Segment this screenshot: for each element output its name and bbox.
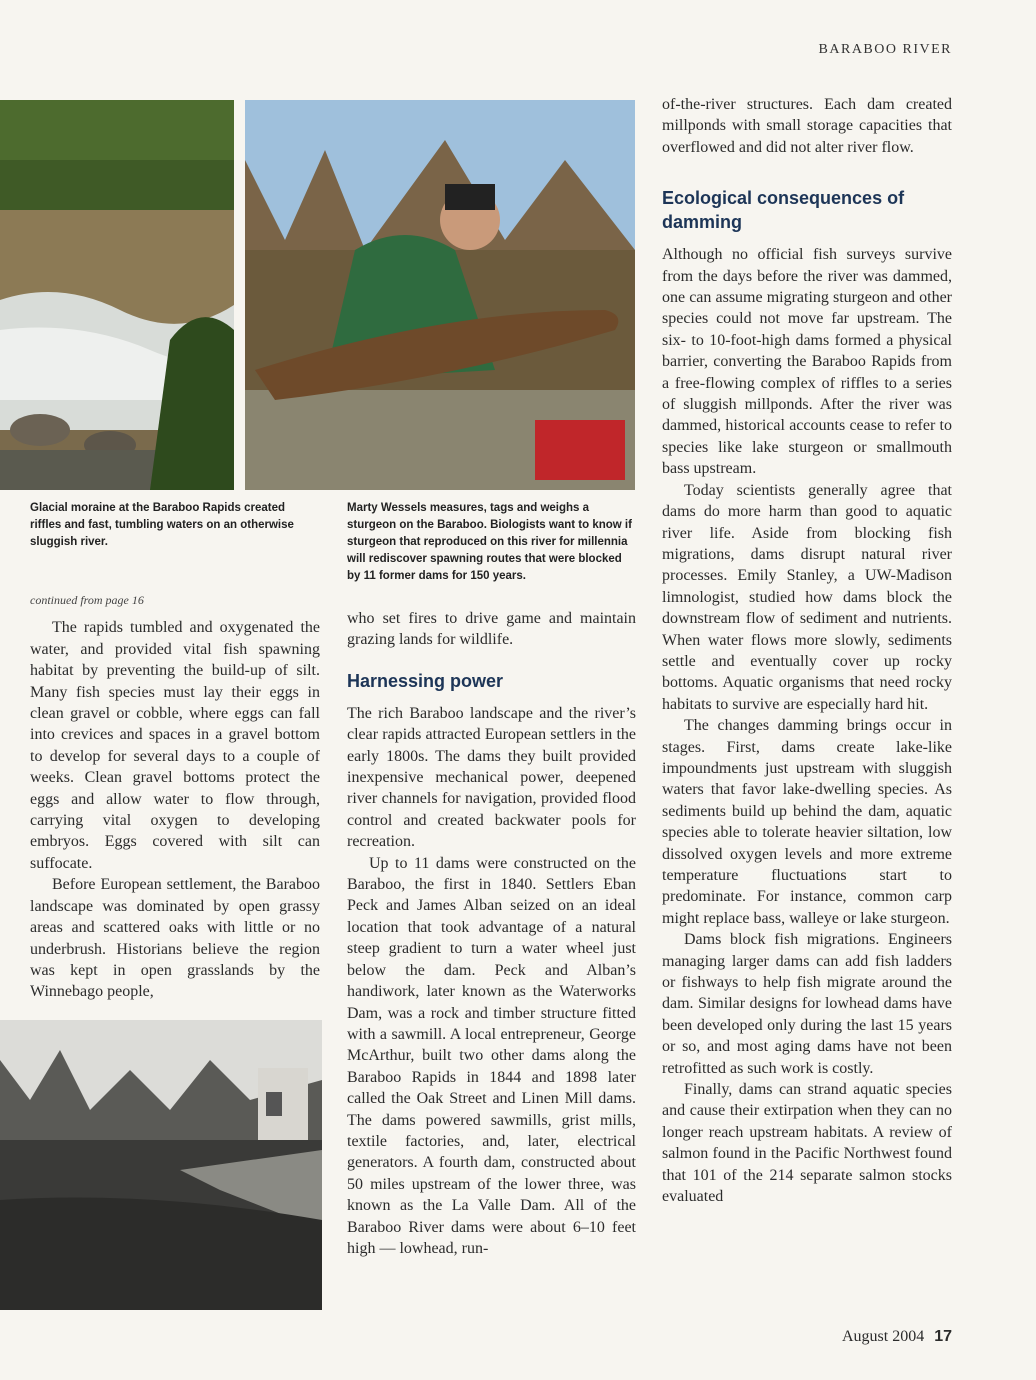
paragraph: Dams block fish migrations. Engineers managing larger dams can add fish ladders or fishways to help fish migrate around the dam. Similar designs for lowhead dams have been developed only during the last 15 years or so, and most aging dams have not been retrofitted as such work is costly. bbox=[662, 931, 952, 1077]
rapids-photo bbox=[0, 100, 234, 490]
continued-note: continued from page 16 bbox=[30, 593, 144, 607]
dam-photo bbox=[0, 1020, 322, 1310]
paragraph: The rapids tumbled and oxygenated the water, and provided vital fish spawning habitat by preventing the build-up of silt. Many fish species must lay their eggs in clean gravel or cobble, where eggs can fall into crevices and spaces in a gravel bottom to develop for several days to a couple of weeks. Clean gravel bottoms protect the eggs and allow water to flow through, carrying vital oxygen to developing embryos. Eggs covered with silt can suffocate. bbox=[30, 619, 320, 872]
running-head: BARABOO RIVER bbox=[818, 42, 952, 57]
paragraph: The rich Baraboo landscape and the river’s clear rapids attracted European settlers in the early 1800s. The dams they built provided inexpensive mechanical power, deepened river channels for navigation, provided flood control and created backwater pools for recreation. bbox=[347, 704, 636, 851]
paragraph: Today scientists generally agree that dams do more harm than good to aquatic river life. Aside from blocking fish migrations, dams disrupt natural river processes. Emily Stanley, a UW-Madison limnologist, studied how dams block the downstream flow of sediment and nutrients. When water flows more slowly, sediments settle and eventually cover up rocky bottoms. Aquatic organisms that need rocky habitats to survive are especially hard hit. bbox=[662, 481, 952, 713]
sturgeon-caption: Marty Wessels measures, tags and weighs a sturgeon on the Baraboo. Biologists want to know if sturgeon that reproduced on this river for millennia will rediscover spawning routes that were blocked by 11 former dams for 150 years. bbox=[347, 502, 632, 582]
sturgeon-photo bbox=[245, 100, 635, 490]
issue-date: August 2004 bbox=[841, 1328, 925, 1345]
paragraph: Before European settlement, the Baraboo landscape was dominated by open grassy areas and scattered oaks with little or no underbrush. Historians believe the region was kept in open grasslands by the Winnebago people, bbox=[30, 876, 320, 1001]
page-number: 17 bbox=[934, 1328, 952, 1345]
folio bbox=[842, 1328, 952, 1346]
paragraph: Up to 11 dams were constructed on the Baraboo, the first in 1840. Settlers Eban Peck and James Alban seized on an ideal location that took advantage of a natural steep gradient to turn a water wheel just below the dam. Peck and Alban’s handiwork, later known as the Waterworks Dam, was a rock and timber structure fitted with a sawmill. A local entrepreneur, George McArthur, built two other dams along the Baraboo Rapids in 1844 and 1898 later called the Oak Street and Linen Mill dams. The dams powered sawmills, grist mills, textile factories, and, later, electrical generators. A fourth dam, constructed about 50 miles upstream of the lower three, was known as the La Valle Dam. All of the Baraboo River dams were about 6–10 feet high — lowhead, run- bbox=[347, 854, 636, 1257]
column-2 bbox=[347, 608, 636, 1259]
column-1 bbox=[30, 590, 320, 1003]
paragraph: Finally, dams can strand aquatic species and cause their extirpation when they can no longer reach upstream habitats. A review of salmon found in the Pacific Northwest found that 101 of the 214 separate salmon stocks evaluated bbox=[662, 1081, 952, 1206]
paragraph: who set fires to drive game and maintain grazing lands for wildlife. bbox=[347, 610, 636, 649]
rapids-caption: Glacial moraine at the Baraboo Rapids created riffles and fast, tumbling waters on an otherwise sluggish river. bbox=[30, 502, 294, 548]
paragraph: Although no official fish surveys survive from the days before the river was dammed, one can assume migrating sturgeon and other species could not move far upstream. The six- to 10-foot-high dams formed a physical barrier, converting the Baraboo Rapids from a free-flowing complex of riffles to a series of sluggish millponds. After the river was dammed, historical accounts cease to refer to species like lake sturgeon or smallmouth bass upstream. bbox=[662, 246, 952, 478]
section-heading: Ecological consequences of damming bbox=[662, 188, 905, 233]
paragraph: The changes damming brings occur in stages. First, dams create lake-like impoundments just upstream with sluggish waters that favor lake-dwelling species. As sediments build up behind the dam, aquatic species able to tolerate heavier siltation, low dissolved oxygen levels and more extreme temperature fluctuations start to predominate. For instance, common carp might replace bass, walleye or lake sturgeon. bbox=[662, 717, 952, 927]
paragraph: of-the-river structures. Each dam created millponds with small storage capacities that overflowed and did not alter river flow. bbox=[662, 96, 952, 156]
column-3 bbox=[662, 94, 952, 1208]
section-heading: Harnessing power bbox=[347, 670, 504, 691]
